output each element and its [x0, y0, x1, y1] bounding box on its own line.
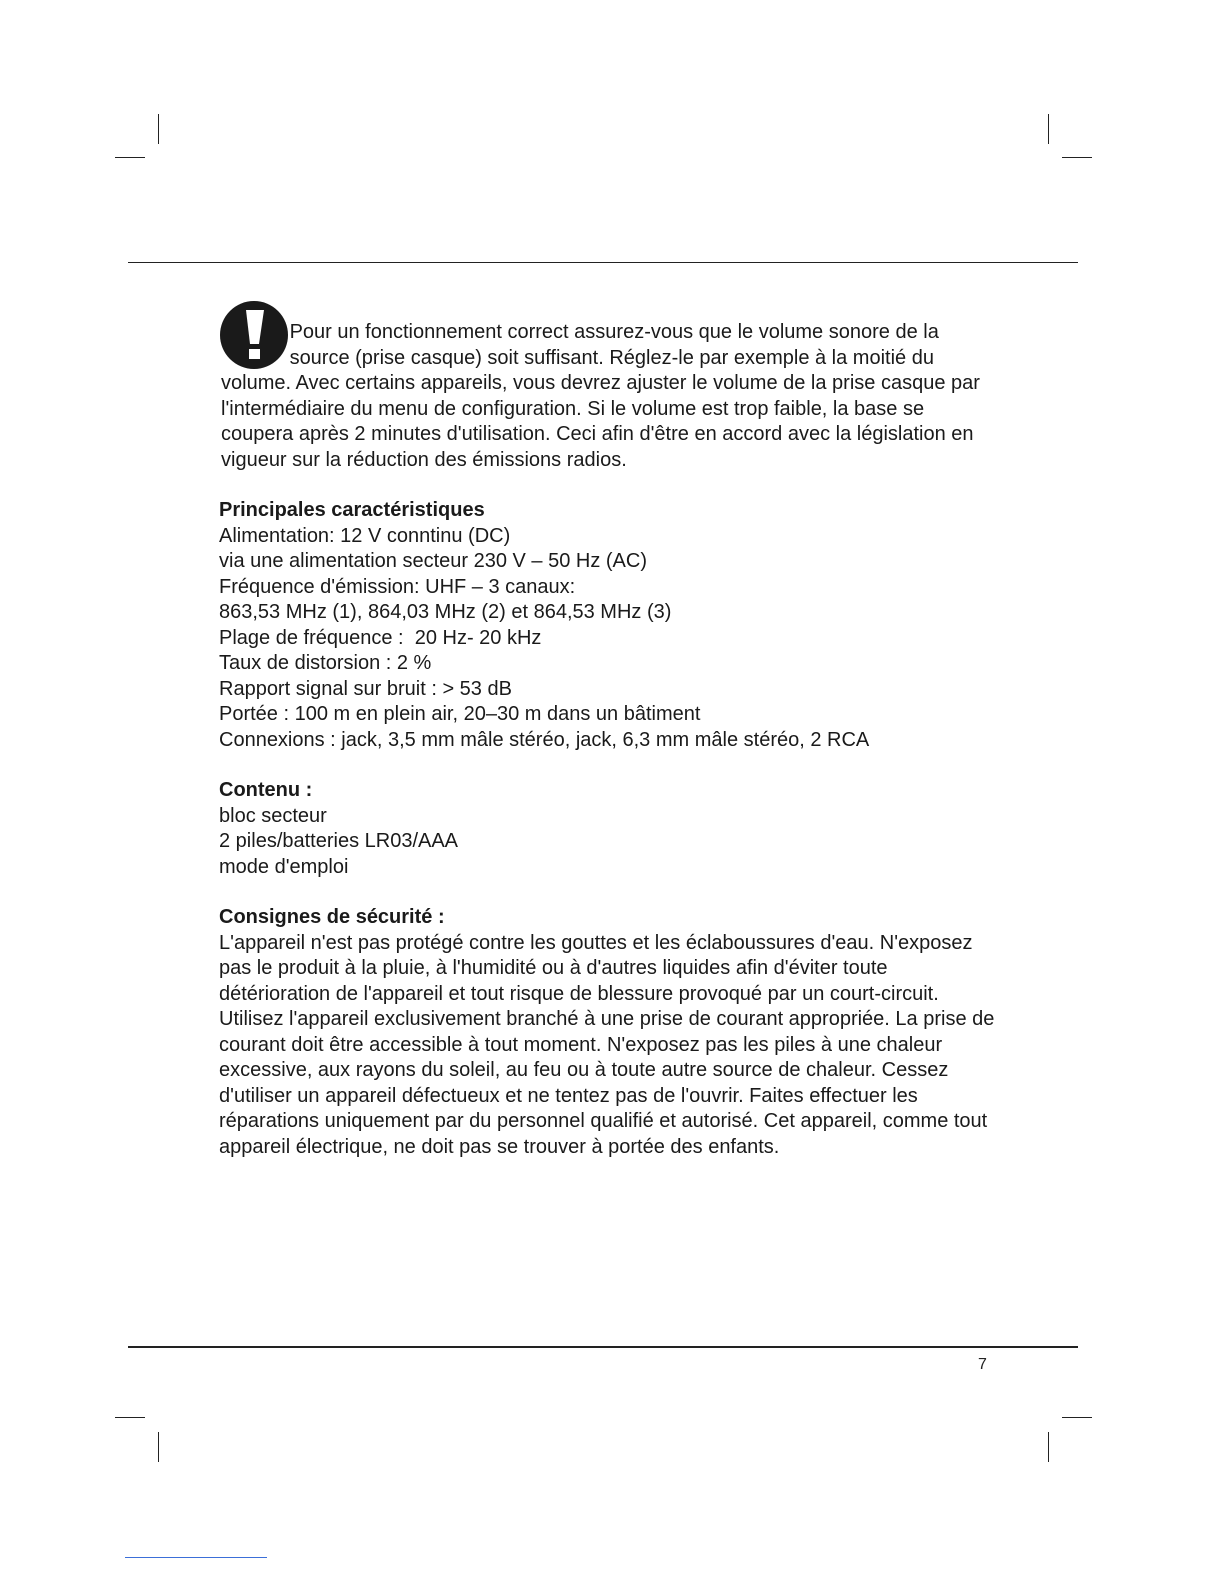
features-heading: Principales caractéristiques	[219, 499, 485, 521]
contents-item: 2 piles/batteries LR03/AAA	[219, 830, 459, 852]
header-rule	[128, 262, 1078, 263]
crop-mark-bottom-left-horizontal	[115, 1417, 145, 1418]
safety-section	[219, 905, 999, 1160]
feature-line: Taux de distorsion : 2 %	[219, 652, 432, 674]
contents-section	[219, 778, 999, 880]
contents-heading: Contenu :	[219, 779, 313, 801]
crop-mark-top-right-vertical	[1048, 114, 1049, 144]
feature-line: 863,53 MHz (1), 864,03 MHz (2) et 864,53 MHz (3)	[219, 601, 672, 623]
feature-line: Rapport signal sur bruit : > 53 dB	[219, 677, 512, 700]
feature-line: Portée : 100 m en plein air, 20–30 m dans un bâtiment	[219, 703, 701, 725]
warning-text: Pour un fonctionnement correct assurez-vous que le volume sonore de la source (prise casque) soit suffisant. Réglez-le par exemple à la moitié du volume. Avec certains appareils, vous devrez ajuster le volume de la prise casque par l'intermédiaire du menu de configuration. Si le volume est trop faible, la base se coupera après 2 minutes d'utilisation. Ceci afin d'être en accord avec la législation en vigueur sur la réduction des émissions radios.	[221, 321, 980, 471]
contents-item: bloc secteur	[219, 804, 327, 827]
safety-heading: Consignes de sécurité :	[219, 906, 445, 928]
safety-text: L'appareil n'est pas protégé contre les gouttes et les éclaboussures d'eau. N'exposez pas le produit à la pluie, à l'humidité ou à d'autres liquides afin d'éviter toute détérioration de l'appareil et tout risque de blessure provoqué par un court-circuit. Utilisez l'appareil exclusivement branché à une prise de courant appropriée. La prise de courant doit être accessible à tout moment. N'exposez pas les piles à une chaleur excessive, aux rayons du soleil, au feu ou à toute autre source de chaleur. Cessez d'utiliser un appareil défectueux et ne tentez pas de l'ouvrir. Faites effectuer les réparations uniquement par du personnel qualifié et autorisé. Cet appareil, comme tout appareil électrique, ne doit pas se trouver à portée des enfants.	[219, 931, 995, 1158]
page-content	[219, 320, 999, 1185]
features-section	[219, 498, 999, 753]
warning-notice	[219, 320, 999, 473]
exclamation-icon	[219, 300, 289, 370]
crop-mark-bottom-left-vertical	[158, 1432, 159, 1462]
feature-line: via une alimentation secteur 230 V – 50 Hz (AC)	[219, 550, 647, 572]
feature-line: Connexions : jack, 3,5 mm mâle stéréo, jack, 6,3 mm mâle stéréo, 2 RCA	[219, 728, 870, 751]
crop-mark-top-left-horizontal	[115, 157, 145, 158]
crop-mark-bottom-right-horizontal	[1062, 1417, 1092, 1418]
page-number: 7	[978, 1356, 987, 1373]
feature-line: Plage de fréquence : 20 Hz- 20 kHz	[219, 626, 542, 649]
feature-line: Alimentation: 12 V conntinu (DC)	[219, 524, 511, 547]
crop-mark-top-right-horizontal	[1062, 157, 1092, 158]
crop-mark-bottom-right-vertical	[1048, 1432, 1049, 1462]
contents-item: mode d'emploi	[219, 855, 349, 878]
crop-mark-top-left-vertical	[158, 114, 159, 144]
feature-line: Fréquence d'émission: UHF – 3 canaux:	[219, 575, 576, 598]
footer-link-underline	[125, 1557, 267, 1558]
footer-rule	[128, 1346, 1078, 1348]
